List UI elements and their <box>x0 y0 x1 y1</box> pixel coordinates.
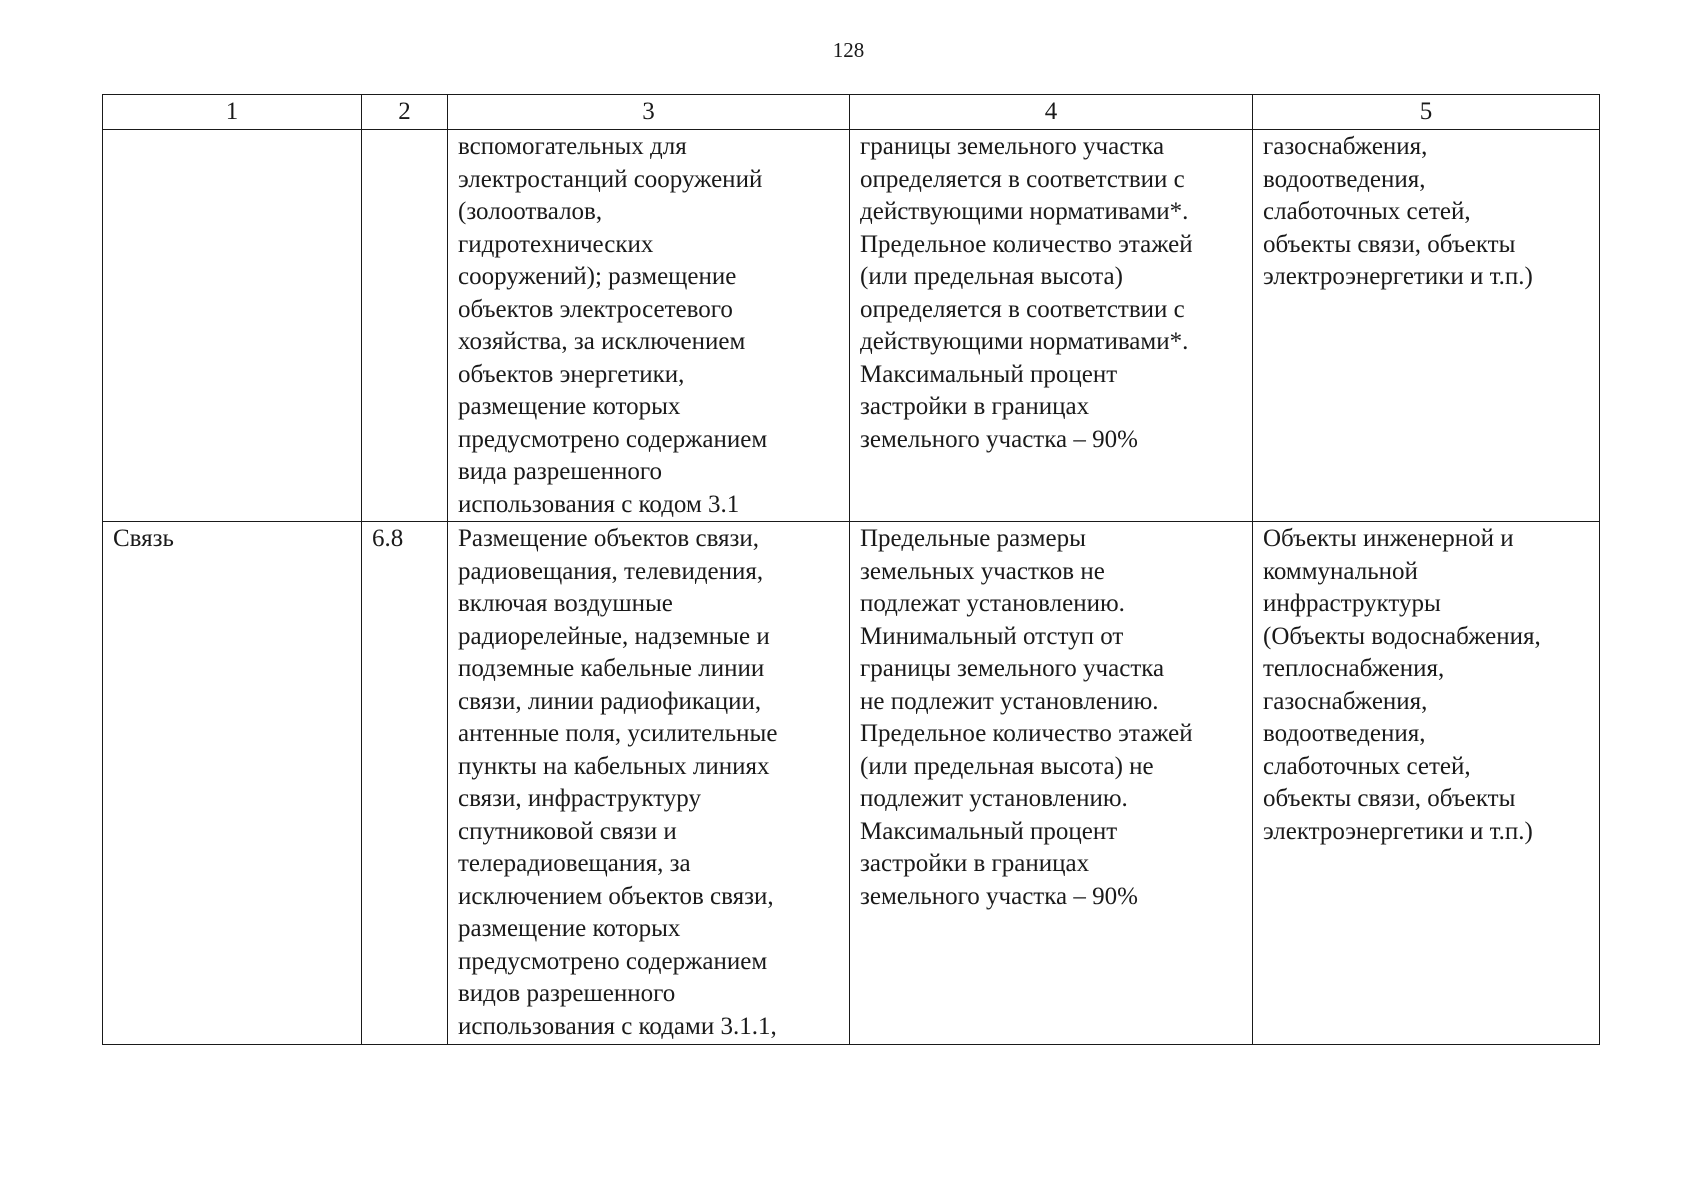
cell-parameters: границы земельного участка определяется в соответствии с действующими нормативами*. Предельное количество этажей (или предельная высота) определяется в соответствии с действующими нормативами*. Максимальный процент застройки в границах земельного участка – 90% <box>850 130 1253 522</box>
table-row <box>103 522 1600 1045</box>
cell-use-name <box>103 130 362 522</box>
column-header-3: 3 <box>448 95 850 130</box>
table-header-row <box>103 95 1600 130</box>
cell-use-code <box>362 130 448 522</box>
cell-use-name: Связь <box>103 522 362 1045</box>
column-header-2: 2 <box>362 95 448 130</box>
cell-use-description: вспомогательных для электростанций сооружений (золоотвалов, гидротехнических сооружений); размещение объектов электросетевого хозяйства, за исключением объектов энергетики, размещение которых предусмотрено содержанием вида разрешенного использования с кодом 3.1 <box>448 130 850 522</box>
cell-auxiliary-uses: газоснабжения, водоотведения, слаботочных сетей, объекты связи, объекты электроэнергетики и т.п.) <box>1253 130 1600 522</box>
column-header-1: 1 <box>103 95 362 130</box>
land-use-table <box>102 94 1600 1045</box>
cell-parameters: Предельные размеры земельных участков не подлежат установлению. Минимальный отступ от границы земельного участка не подлежит установлению. Предельное количество этажей (или предельная высота) не подлежит установлению. Максимальный процент застройки в границах земельного участка – 90% <box>850 522 1253 1045</box>
cell-use-code: 6.8 <box>362 522 448 1045</box>
table-row <box>103 130 1600 522</box>
page-number: 128 <box>832 38 865 62</box>
column-header-4: 4 <box>850 95 1253 130</box>
cell-auxiliary-uses: Объекты инженерной и коммунальной инфраструктуры (Объекты водоснабжения, теплоснабжения, газоснабжения, водоотведения, слаботочных сетей, объекты связи, объекты электроэнергетики и т.п.) <box>1253 522 1600 1045</box>
column-header-5: 5 <box>1253 95 1600 130</box>
cell-use-description: Размещение объектов связи, радиовещания, телевидения, включая воздушные радиорелейные, надземные и подземные кабельные линии связи, линии радиофикации, антенные поля, усилительные пункты на кабельных линиях связи, инфраструктуру спутниковой связи и телерадиовещания, за исключением объектов связи, размещение которых предусмотрено содержанием видов разрешенного использования с кодами 3.1.1, <box>448 522 850 1045</box>
